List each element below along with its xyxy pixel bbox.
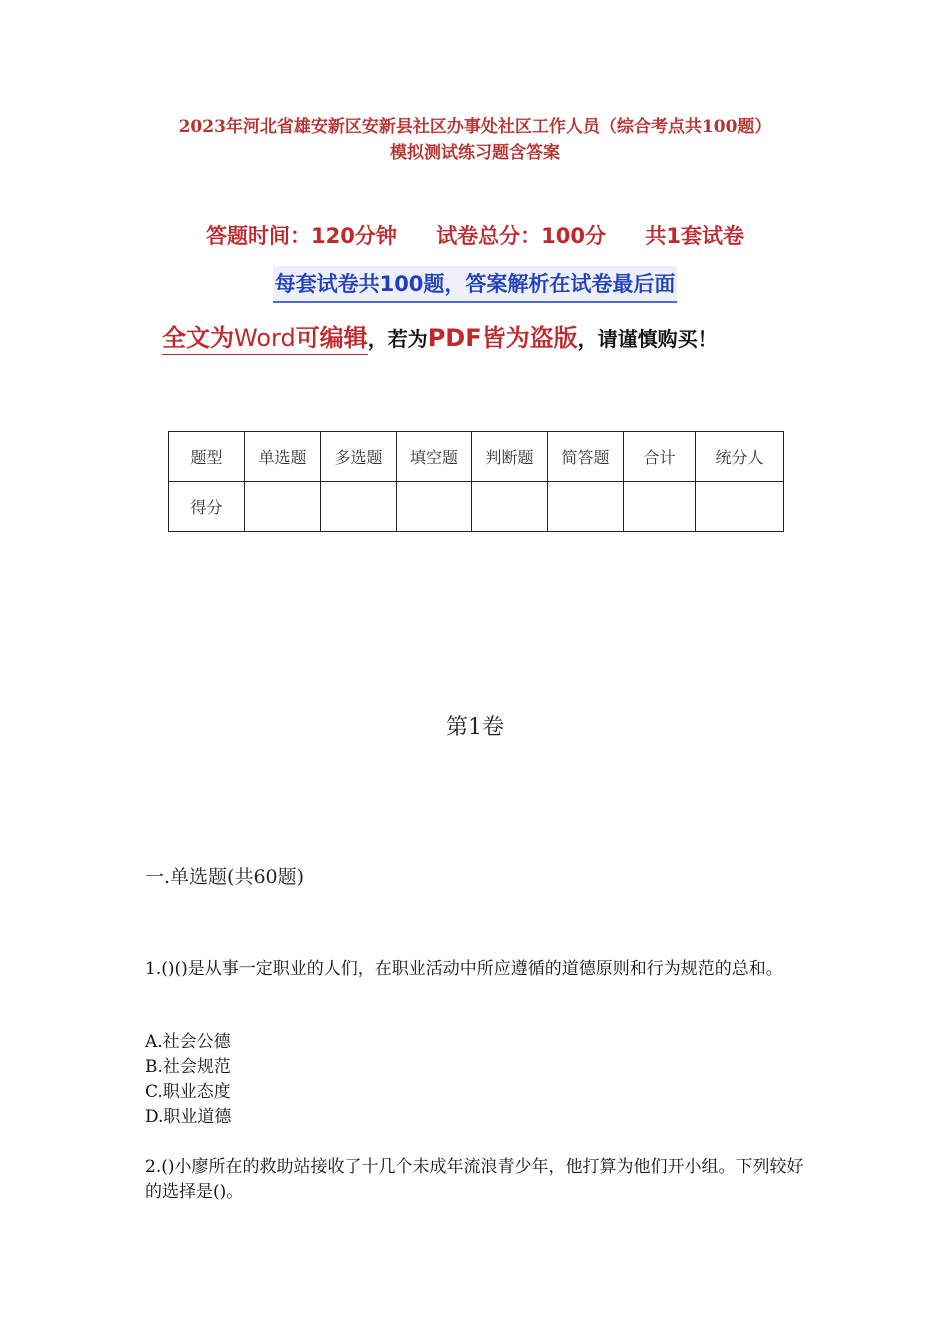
exam-total-score: 试卷总分：100分 — [436, 224, 607, 248]
score-table — [168, 431, 784, 532]
question-1: 1.()()是从事一定职业的人们，在职业活动中所应遵循的道德原则和行为规范的总和。 — [145, 959, 783, 979]
table-header-cell: 简答题 — [548, 432, 624, 482]
table-header-cell: 统分人 — [696, 432, 784, 482]
score-cell[interactable] — [472, 482, 548, 532]
document-title — [100, 114, 850, 166]
answer-notice-text: 每套试卷共100题，答案解析在试卷最后面 — [273, 266, 678, 303]
edit-text-5: 请谨慎购买！ — [597, 327, 718, 351]
option-b: B.社会规范 — [145, 1057, 231, 1077]
section-heading: 一.单选题(共60题) — [145, 866, 305, 888]
title-line-2: 模拟测试练习题含答案 — [390, 143, 560, 163]
score-cell[interactable] — [321, 482, 397, 532]
edit-text-2: 可编辑 — [295, 324, 368, 352]
title-line-1: 2023年河北省雄安新区安新县社区办事处社区工作人员（综合考点共100题） — [178, 117, 772, 137]
table-header-cell: 单选题 — [245, 432, 321, 482]
table-row-label: 得分 — [169, 482, 245, 532]
exam-time: 答题时间：120分钟 — [206, 224, 397, 248]
score-cell[interactable] — [245, 482, 321, 532]
edit-text-3: 若为 — [387, 327, 428, 351]
option-c: C.职业态度 — [145, 1082, 231, 1102]
table-header-cell: 填空题 — [397, 432, 472, 482]
edit-comma-1: ， — [367, 327, 388, 351]
volume-heading: 第1卷 — [446, 715, 504, 740]
score-cell[interactable] — [624, 482, 696, 532]
exam-set-count: 共1套试卷 — [645, 224, 744, 248]
edit-text-4: 皆为盗版 — [481, 324, 578, 352]
question-2: 2.()小廖所在的救助站接收了十几个未成年流浪青少年，他打算为他们开小组。下列较好的选择是()。 — [145, 1157, 804, 1202]
edit-comma-2: ， — [577, 327, 598, 351]
score-cell[interactable] — [397, 482, 472, 532]
score-cell[interactable] — [696, 482, 784, 532]
question-1-options — [145, 1030, 231, 1130]
option-a: A.社会公德 — [145, 1032, 231, 1052]
edit-word: Word — [234, 324, 296, 352]
score-table-score-row — [169, 482, 784, 532]
table-header-cell: 多选题 — [321, 432, 397, 482]
editable-highlight — [162, 324, 368, 355]
exam-stats — [150, 220, 800, 250]
table-header-cell: 合计 — [624, 432, 696, 482]
editable-notice — [162, 312, 802, 365]
answer-notice — [150, 266, 800, 303]
edit-text-1: 全文为 — [162, 324, 234, 352]
option-d: D.职业道德 — [145, 1107, 232, 1127]
score-cell[interactable] — [548, 482, 624, 532]
table-header-cell: 题型 — [169, 432, 245, 482]
score-table-header-row — [169, 432, 784, 482]
edit-pdf: PDF — [427, 324, 482, 352]
table-header-cell: 判断题 — [472, 432, 548, 482]
